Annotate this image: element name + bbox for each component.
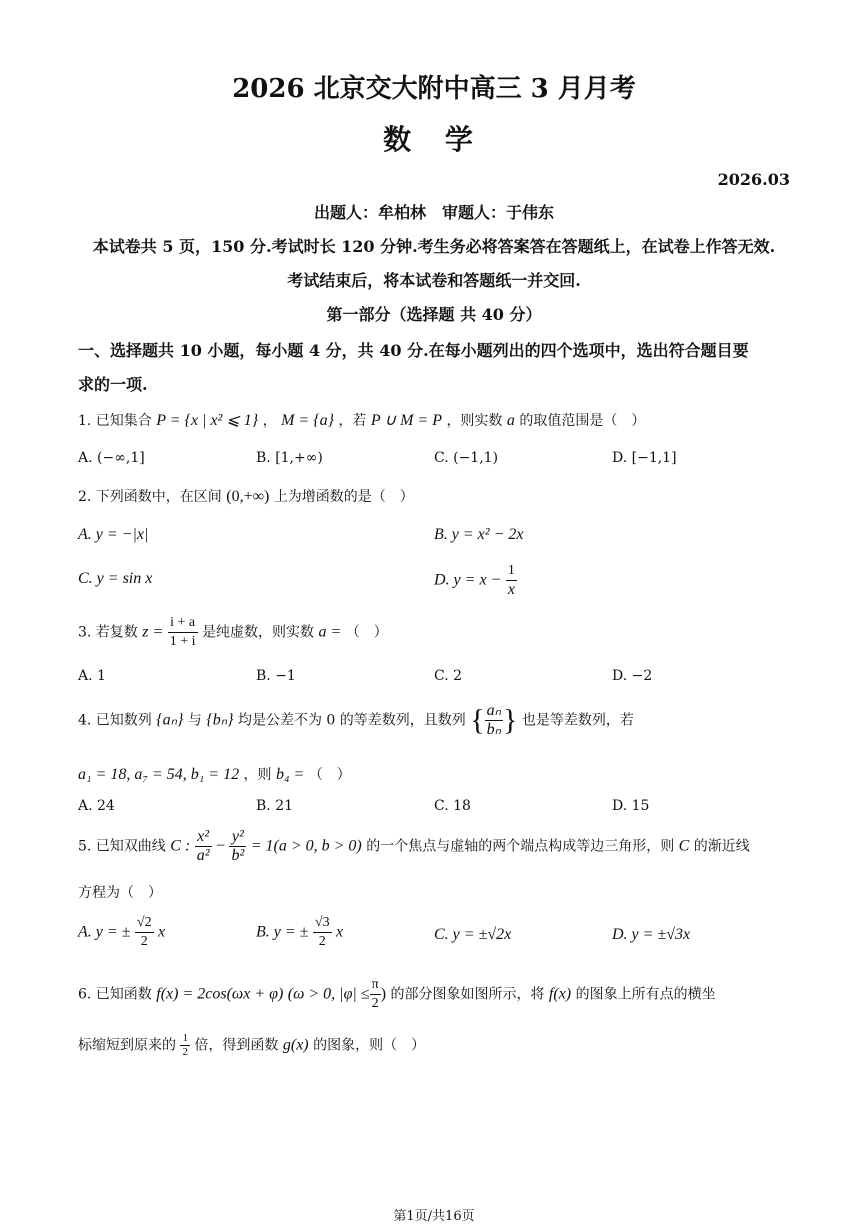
q1-option-d: D. [−1,1] bbox=[612, 450, 677, 466]
q4-seq-a: {aₙ} bbox=[156, 711, 184, 729]
q2-option-b: B. y = x² − 2x bbox=[434, 526, 524, 543]
q5-text-a: 5. 已知双曲线 bbox=[78, 838, 166, 855]
q4-seq-b: {bₙ} bbox=[206, 711, 234, 729]
q4-option-c: C. 18 bbox=[434, 798, 471, 814]
q3-option-a: A. 1 bbox=[78, 668, 106, 684]
part-one-heading: 第一部分（选择题 共 40 分） bbox=[326, 305, 542, 324]
q5-option-b bbox=[256, 914, 343, 951]
q5-opt-a-post: x bbox=[158, 923, 166, 941]
q5-option-c: C. y = ±√2x bbox=[434, 926, 512, 943]
q1-option-a: A. (−∞,1] bbox=[78, 450, 145, 466]
question-3-stem bbox=[78, 614, 388, 651]
q2-text-a: 2. 下列函数中，在区间 bbox=[78, 489, 222, 505]
q6-pi-fraction bbox=[370, 976, 381, 1013]
notice-line-1: 本试卷共 5 页，150 分.考试时长 120 分钟.考生务必将答案答在答题纸上，在试卷上作答无效. bbox=[92, 237, 776, 256]
q5-option-d: D. y = ±√3x bbox=[612, 926, 691, 943]
q5-c-label: C : bbox=[170, 837, 191, 855]
q4-text-b: 与 bbox=[187, 712, 202, 729]
notice-line-2: 考试结束后，将本试卷和答题纸一并交回. bbox=[287, 271, 581, 290]
q6-text-c: 的图象上所有点的横坐 bbox=[575, 986, 716, 1003]
question-5-stem bbox=[78, 828, 750, 865]
q6-pi-den: 2 bbox=[371, 996, 379, 1011]
subject-title: 数 学 bbox=[383, 123, 485, 156]
q3-frac-den: 1 + i bbox=[169, 634, 196, 649]
question-6-stem bbox=[78, 976, 716, 1013]
q5-minus: − bbox=[215, 837, 225, 855]
q6-fx: f(x) bbox=[548, 985, 572, 1003]
page-number: 第1页/共16页 bbox=[393, 1209, 475, 1224]
q5-opt-b-fraction bbox=[313, 914, 332, 951]
exam-title: 2026 北京交大附中高三 3 月月考 bbox=[232, 74, 636, 104]
q2-option-d-fraction bbox=[506, 562, 517, 599]
q4-frac-num: aₙ bbox=[486, 702, 502, 719]
section-intro-line-2: 求的一项. bbox=[78, 375, 148, 394]
q4-line2-text: ，则 bbox=[243, 767, 272, 783]
question-4-stem: 4. 已知数列 {aₙ} 与 {bₙ} 均是公差不为 0 的等差数列，且数列 { $\frac{\text{aₙ}}{\text{bₙ}}$ } 也是等差数列，若 bbox=[78, 702, 634, 738]
q2-frac-den: x bbox=[507, 581, 515, 598]
q5-opt-b-den: 2 bbox=[318, 934, 326, 949]
q4-text-d: 也是等差数列，若 bbox=[521, 712, 634, 729]
q5-x-fraction bbox=[195, 828, 212, 865]
q5-c2: C bbox=[678, 837, 690, 855]
question-4-line-2 bbox=[78, 764, 351, 784]
q3-text-a: 3. 若复数 bbox=[78, 624, 138, 641]
q6-text-b: 的部分图象如图所示，将 bbox=[390, 986, 545, 1003]
q5-y-fraction bbox=[229, 828, 246, 865]
q3-frac-num: i + a bbox=[168, 614, 198, 633]
q2-option-d: D. y = x − bbox=[434, 571, 502, 589]
q4-text-c: 均是公差不为 0 的等差数列，且数列 bbox=[237, 712, 466, 729]
exam-date: 2026.03 bbox=[717, 170, 790, 189]
q4-text-a: 4. 已知数列 bbox=[78, 712, 152, 729]
q5-y-num: y² bbox=[229, 828, 246, 847]
q4-given-values: a₁ = 18, a₇ = 54, b₁ = 12 bbox=[78, 766, 240, 783]
q1-text-a: 1. 已知集合 bbox=[78, 413, 152, 429]
q2-frac-num: 1 bbox=[506, 562, 517, 581]
q3-a-eq: a = bbox=[318, 623, 342, 641]
section-intro-line-1: 一、选择题共 10 小题，每小题 4 分，共 40 分.在每小题列出的四个选项中，选出符合题目要 bbox=[78, 341, 749, 360]
q4-ratio-fraction bbox=[485, 702, 503, 739]
q3-option-d: D. −2 bbox=[612, 668, 653, 684]
q1-text-b: ，若 bbox=[338, 413, 367, 429]
question-2-stem bbox=[78, 486, 414, 506]
q1-text-c: ，则实数 bbox=[446, 413, 503, 429]
q2-interval: (0,+∞) bbox=[226, 488, 270, 505]
q6-text-a: 6. 已知函数 bbox=[78, 986, 152, 1003]
q6-line2-b: 倍，得到函数 bbox=[194, 1037, 279, 1054]
q5-y-den: b² bbox=[231, 847, 245, 864]
q3-option-b: B. −1 bbox=[256, 668, 296, 684]
q5-opt-b-num: √3 bbox=[313, 914, 332, 933]
q2-option-d-wrap bbox=[434, 562, 517, 599]
q1-sep: ， bbox=[262, 413, 277, 429]
q6-half-den: 2 bbox=[182, 1046, 188, 1058]
q5-opt-b-pre: B. y = ± bbox=[256, 923, 309, 941]
q4-b4: b₄ = bbox=[275, 766, 305, 783]
q2-text-b: 上为增函数的是（ ） bbox=[273, 489, 414, 505]
q1-option-b: B. [1,+∞) bbox=[256, 450, 323, 466]
q4-line2-end: （ ） bbox=[308, 767, 351, 783]
q1-option-c: C. (−1,1) bbox=[434, 450, 499, 466]
q2-option-a: A. y = −|x| bbox=[78, 526, 149, 543]
question-5-line-2: 方程为（ ） bbox=[78, 885, 162, 901]
q5-opt-a-num: √2 bbox=[135, 914, 154, 933]
q1-text-d: 的取值范围是（ ） bbox=[519, 413, 646, 429]
q6-function: f(x) = 2cos(ωx + φ) bbox=[156, 985, 284, 1003]
q1-set-m: M = {a} bbox=[281, 412, 334, 429]
question-6-line-2 bbox=[78, 1032, 425, 1059]
q4-option-b: B. 21 bbox=[256, 798, 294, 814]
q5-option-a bbox=[78, 914, 165, 951]
q1-condition: P ∪ M = P bbox=[370, 412, 442, 429]
q3-z: z = bbox=[142, 623, 164, 641]
q4-option-d: D. 15 bbox=[612, 798, 650, 814]
q1-variable: a bbox=[506, 412, 515, 429]
q5-opt-a-fraction bbox=[135, 914, 154, 951]
q5-x-num: x² bbox=[195, 828, 212, 847]
q6-line2-c: 的图象，则（ ） bbox=[313, 1037, 426, 1054]
q3-option-c: C. 2 bbox=[434, 668, 463, 684]
q6-half-fraction bbox=[180, 1032, 190, 1059]
q5-text-c: 的渐近线 bbox=[693, 838, 750, 855]
q6-cond-post: ) bbox=[380, 985, 387, 1003]
question-1-stem bbox=[78, 410, 645, 430]
q6-half-num: 1 bbox=[182, 1032, 188, 1044]
q1-set-p: P = {x | x² ⩽ 1} bbox=[156, 412, 259, 429]
q5-opt-a-pre: A. y = ± bbox=[78, 923, 131, 941]
q2-option-c: C. y = sin x bbox=[78, 570, 153, 587]
q4-frac-den: bₙ bbox=[486, 721, 502, 738]
q6-cond-pre: (ω > 0, |φ| ≤ bbox=[287, 985, 370, 1003]
q3-text-b: 是纯虚数，则实数 bbox=[202, 624, 314, 641]
q6-pi-num: π bbox=[370, 976, 381, 995]
q5-opt-a-den: 2 bbox=[140, 934, 148, 949]
q5-opt-b-post: x bbox=[336, 923, 344, 941]
q3-text-c: （ ） bbox=[345, 624, 388, 641]
authors-line: 出题人：牟柏林 审题人：于伟东 bbox=[313, 203, 554, 222]
q6-gx: g(x) bbox=[282, 1036, 309, 1054]
q3-fraction bbox=[168, 614, 198, 651]
q6-line2-a: 标缩短到原来的 bbox=[78, 1037, 176, 1054]
q5-text-b: 的一个焦点与虚轴的两个端点构成等边三角形，则 bbox=[366, 838, 675, 855]
q5-equation-rest: = 1(a > 0, b > 0) bbox=[250, 837, 362, 855]
q4-option-a: A. 24 bbox=[78, 798, 115, 814]
q5-x-den: a² bbox=[196, 847, 210, 864]
